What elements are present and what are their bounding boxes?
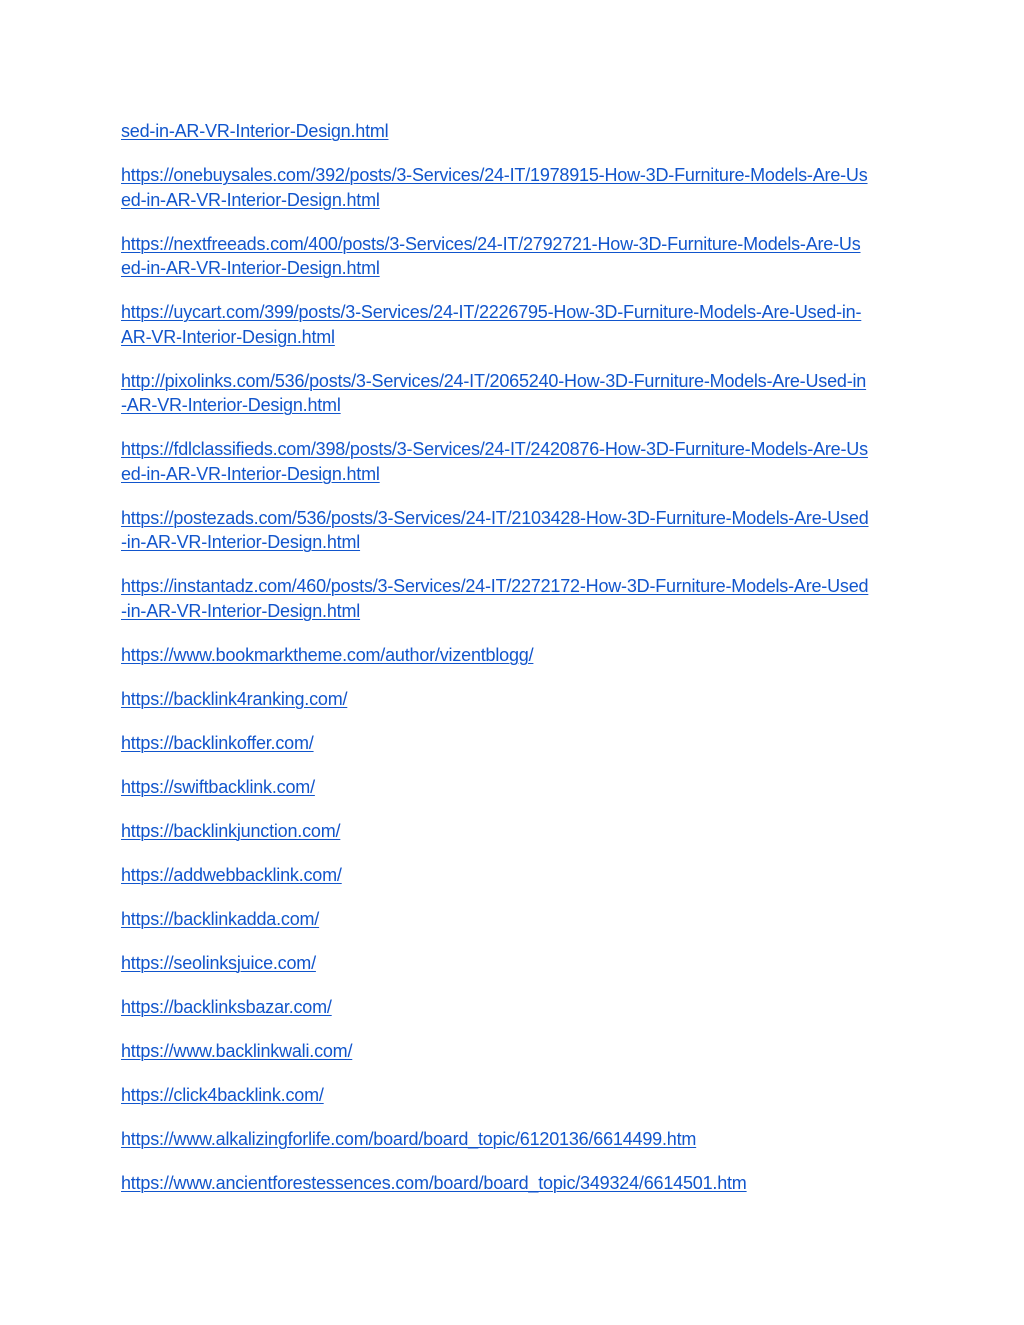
link-text-line: https://uycart.com/399/posts/3-Services/24-IT/2226795-How-3D-Furniture-Models-Are-Used-in- bbox=[121, 302, 862, 322]
link-text-line: -in-AR-VR-Interior-Design.html bbox=[121, 532, 361, 552]
hyperlink[interactable] bbox=[121, 1127, 911, 1152]
list-item bbox=[121, 643, 911, 668]
link-text-line: https://postezads.com/536/posts/3-Services/24-IT/2103428-How-3D-Furniture-Models-Are-Used bbox=[121, 507, 869, 528]
list-item bbox=[121, 907, 911, 932]
link-text-line: https://nextfreeads.com/400/posts/3-Services/24-IT/2792721-How-3D-Furniture-Models-Are-Us bbox=[121, 233, 861, 254]
link-text-line: http://pixolinks.com/536/posts/3-Services/24-IT/2065240-How-3D-Furniture-Models-Are-Used-in bbox=[121, 370, 867, 391]
link-text-line: AR-VR-Interior-Design.html bbox=[121, 326, 335, 347]
list-item bbox=[121, 775, 911, 800]
list-item bbox=[121, 731, 911, 756]
list-item bbox=[121, 574, 911, 623]
list-item bbox=[121, 369, 911, 418]
list-item bbox=[121, 1127, 911, 1152]
list-item bbox=[121, 863, 911, 888]
hyperlink[interactable] bbox=[121, 300, 911, 349]
link-text-line: ed-in-AR-VR-Interior-Design.html bbox=[121, 463, 380, 484]
hyperlink[interactable] bbox=[121, 437, 911, 486]
link-text-line: https://instantadz.com/460/posts/3-Services/24-IT/2272172-How-3D-Furniture-Models-Are-Used bbox=[121, 576, 869, 596]
hyperlink[interactable] bbox=[121, 369, 911, 418]
link-text-line: ed-in-AR-VR-Interior-Design.html bbox=[121, 189, 380, 210]
list-item bbox=[121, 995, 911, 1020]
link-text-line: -AR-VR-Interior-Design.html bbox=[121, 395, 341, 415]
list-item bbox=[121, 1039, 911, 1064]
link-text-line: https://www.alkalizingforlife.com/board/board_topic/6120136/6614499.htm bbox=[121, 1128, 697, 1149]
hyperlink[interactable] bbox=[121, 731, 911, 756]
link-text-line: -in-AR-VR-Interior-Design.html bbox=[121, 600, 361, 621]
hyperlink[interactable] bbox=[121, 643, 911, 668]
list-item bbox=[121, 1083, 911, 1108]
hyperlink[interactable] bbox=[121, 775, 911, 800]
link-text-line: https://onebuysales.com/392/posts/3-Services/24-IT/1978915-How-3D-Furniture-Models-Are-Us bbox=[121, 165, 868, 185]
list-item bbox=[121, 1171, 911, 1196]
hyperlink[interactable] bbox=[121, 119, 911, 144]
hyperlink[interactable] bbox=[121, 574, 911, 623]
hyperlink[interactable] bbox=[121, 232, 911, 281]
list-item bbox=[121, 300, 911, 349]
hyperlink[interactable] bbox=[121, 687, 911, 712]
link-text-line: https://backlinkadda.com/ bbox=[121, 908, 320, 929]
hyperlink[interactable] bbox=[121, 907, 911, 932]
link-text-line: https://www.backlinkwali.com/ bbox=[121, 1040, 353, 1061]
hyperlink[interactable] bbox=[121, 951, 911, 976]
list-item bbox=[121, 506, 911, 555]
hyperlink[interactable] bbox=[121, 163, 911, 212]
hyperlink[interactable] bbox=[121, 819, 911, 844]
link-text-line: https://www.bookmarktheme.com/author/vizentblogg/ bbox=[121, 644, 534, 665]
link-text-line: https://seolinksjuice.com/ bbox=[121, 952, 316, 973]
hyperlink[interactable] bbox=[121, 1039, 911, 1064]
hyperlink[interactable] bbox=[121, 1083, 911, 1108]
link-text-line: https://swiftbacklink.com/ bbox=[121, 776, 315, 797]
list-item bbox=[121, 163, 911, 212]
list-item bbox=[121, 437, 911, 486]
link-text-line: ed-in-AR-VR-Interior-Design.html bbox=[121, 258, 380, 278]
list-item bbox=[121, 951, 911, 976]
list-item bbox=[121, 232, 911, 281]
link-text-line: https://fdlclassifieds.com/398/posts/3-Services/24-IT/2420876-How-3D-Furniture-Models-Are-Us bbox=[121, 439, 868, 459]
link-text-line: https://backlinkoffer.com/ bbox=[121, 732, 314, 753]
list-item bbox=[121, 819, 911, 844]
link-text-line: sed-in-AR-VR-Interior-Design.html bbox=[121, 121, 389, 141]
link-text-line: https://addwebbacklink.com/ bbox=[121, 864, 342, 885]
list-item bbox=[121, 687, 911, 712]
link-text-line: https://backlink4ranking.com/ bbox=[121, 688, 348, 709]
hyperlink[interactable] bbox=[121, 1171, 911, 1196]
link-text-line: https://click4backlink.com/ bbox=[121, 1084, 324, 1105]
list-item bbox=[121, 119, 911, 144]
link-list bbox=[121, 119, 911, 1215]
link-text-line: https://backlinkjunction.com/ bbox=[121, 820, 341, 841]
link-text-line: https://www.ancientforestessences.com/board/board_topic/349324/6614501.htm bbox=[121, 1172, 747, 1193]
link-text-line: https://backlinksbazar.com/ bbox=[121, 996, 332, 1017]
hyperlink[interactable] bbox=[121, 863, 911, 888]
hyperlink[interactable] bbox=[121, 506, 911, 555]
hyperlink[interactable] bbox=[121, 995, 911, 1020]
